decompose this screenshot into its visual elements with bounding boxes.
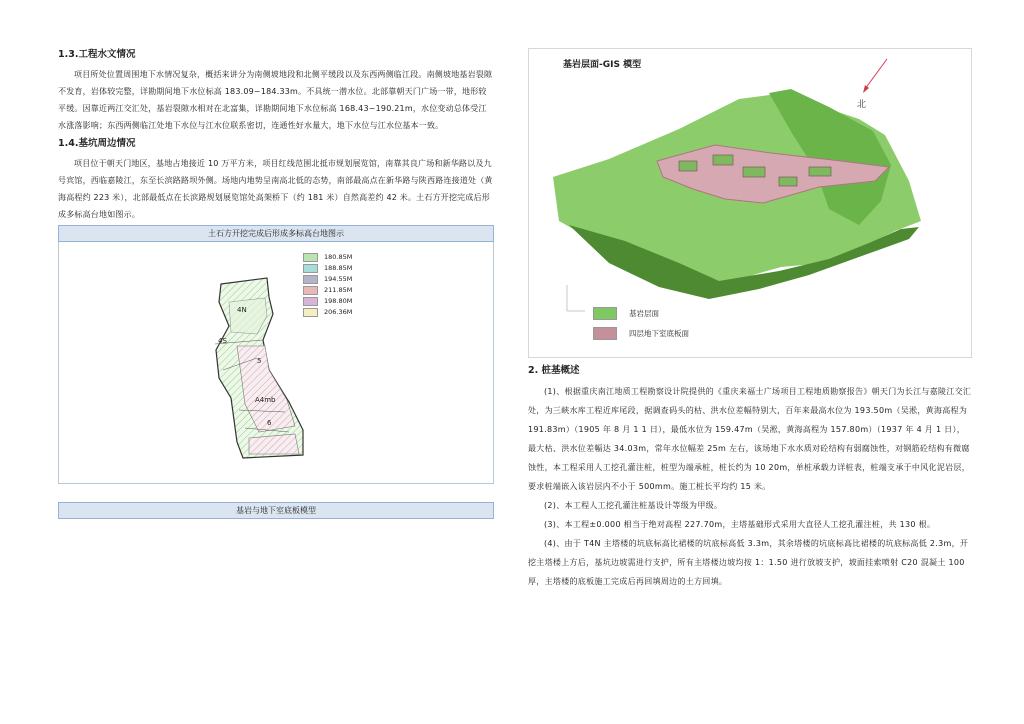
bedrock-model-caption: 基岩与地下室底板模型 — [58, 502, 494, 519]
gis-model-title: 基岩层面-GIS 模型 — [563, 60, 642, 70]
gis-legend — [593, 305, 689, 345]
zone-label-4n: 4N — [237, 306, 247, 314]
terrace-legend — [303, 252, 352, 318]
slab-pit-4 — [779, 177, 797, 186]
zone-label-6: 6 — [267, 419, 272, 427]
terrace-legend-label: 198.80M — [324, 297, 353, 305]
terrace-figure — [58, 225, 494, 484]
terrace-legend-item — [303, 307, 352, 317]
gis-legend-label: 四层地下室底板面 — [629, 328, 689, 338]
gis-legend-item — [593, 305, 689, 321]
terrace-legend-swatch — [303, 253, 318, 262]
pile-para-2: (2)、本工程人工挖孔灌注桩基设计等级为甲级。 — [544, 501, 723, 510]
north-label: 北 — [857, 100, 867, 110]
terrace-legend-item — [303, 274, 352, 284]
terrace-legend-swatch — [303, 308, 318, 317]
section-1-4-body: 项目位于朝天门地区，基地占地接近 10 万平方米，项目红线范围北抵市规划展览馆，南靠其良广场和新华路以及九号宾馆，西临嘉陵江，东至长滨路路坝外侧。场地内地势呈南高北低的态势，南部最高点在新华路与陕西路连接道处（黄海高程约 223 米），北部最低点在长滨路规划展览馆处高架桥下（约 181 米）自然高差约 42 米。土石方开挖完成后形成多标高台地如图示。 — [58, 159, 493, 219]
right-column — [528, 48, 972, 591]
terrace-legend-item — [303, 285, 352, 295]
terrace-plan — [58, 242, 494, 484]
terrace-legend-item — [303, 252, 352, 262]
slab-pit-5 — [809, 167, 831, 176]
terrace-legend-item — [303, 263, 352, 273]
slab-pit-1 — [679, 161, 697, 171]
terrace-legend-label: 188.85M — [324, 264, 353, 272]
slab-pit-2 — [713, 155, 733, 165]
terrace-legend-label: 206.36M — [324, 308, 353, 316]
terrace-legend-swatch — [303, 286, 318, 295]
gis-legend-item — [593, 325, 689, 341]
gis-model-figure — [528, 48, 972, 358]
gis-legend-swatch — [593, 307, 617, 320]
pile-para-3: (3)、本工程±0.000 相当于绝对高程 227.70m，主塔基础形式采用大直径人工挖孔灌注桩，共 130 根。 — [544, 520, 936, 529]
section-2-title: 2. 桩基概述 — [528, 365, 580, 376]
terrace-plan-drawing — [59, 242, 493, 483]
terrace-legend-swatch — [303, 264, 318, 273]
zone-label-4s: 4S — [218, 337, 227, 345]
zone-label-a4mb: A4mb — [255, 396, 276, 404]
gis-legend-label: 基岩层面 — [629, 308, 659, 318]
slab-pit-3 — [743, 167, 765, 177]
section-1-4-title: 1.4.基坑周边情况 — [58, 138, 136, 149]
zone-label-5: 5 — [257, 357, 262, 365]
pile-para-1: (1)、根据重庆南江地质工程勘察设计院提供的《重庆来福士广场项目工程地质勘察报告》朝天门为长江与嘉陵江交汇处，为三峡水库工程近库尾段，据调查码头的枯、洪水位差幅特别大，百年来最高水位为 193.50m（吴淞，黄海高程为 191.83m）（1905 年 8 月 1 1 日），最低水位为 159.47m（吴淞，黄海高程为 157.80m）（1937 年 4 月 1 日），最大枯、洪水位差幅达 34.03m，常年水位幅差 25m 左右，该场地下水水质对砼结构有弱腐蚀性，对钢筋砼结构有微腐蚀性，本工程采用人工挖孔灌注桩，桩型为端承桩，桩长约为 10 20m，单桩承载力详桩表，桩端支承于中风化泥岩层，要求桩端嵌入该岩层内不小于 500mm。施工桩长平均约 15 米。 — [528, 387, 972, 491]
terrace-legend-swatch — [303, 297, 318, 306]
terrace-legend-item — [303, 296, 352, 306]
gis-legend-swatch — [593, 327, 617, 340]
terrace-figure-caption: 土石方开挖完成后形成多标高台地图示 — [58, 225, 494, 242]
terrace-legend-label: 180.85M — [324, 253, 353, 261]
section-1-3-body: 项目所处位置周围地下水情况复杂，概括来讲分为南侧坡地段和北侧平缓段以及东西两侧临江段。南侧坡地基岩裂隙不发育，岩体较完整，详勘期间地下水位标高 183.09~184.33m。不具统一潜水位。北部靠朝天门广场一带，地形较平缓。因靠近两江交汇处，基岩裂隙水相对在北富集，详勘期间地下水位标高 168.43~190.21m，水位变动总体受江水涨落影响；东西两侧临江处地下水位与江水位联系密切，连通性好水量大，地下水位与江水位基本一致。 — [58, 70, 493, 130]
north-arrow — [865, 59, 887, 89]
section-1-3-title: 1.3.工程水文情况 — [58, 49, 136, 60]
terrace-legend-swatch — [303, 275, 318, 284]
terrace-legend-label: 194.55M — [324, 275, 353, 283]
pile-para-4: (4)、由于 T4N 主塔楼的坑底标高比裙楼的坑底标高低 3.3m，其余塔楼的坑底标高比裙楼的坑底标高低 2.3m，开挖主塔楼上方后，基坑边坡需进行支护，所有主塔楼边坡均按 1：1.50 进行放坡支护，坡面挂索喷射 C20 混凝土 100 厚，主塔楼的底板施工完成后再回填周边的土方回填。 — [528, 539, 969, 586]
terrace-legend-label: 211.85M — [324, 286, 353, 294]
left-column — [58, 48, 494, 519]
north-arrow-head — [863, 85, 869, 93]
